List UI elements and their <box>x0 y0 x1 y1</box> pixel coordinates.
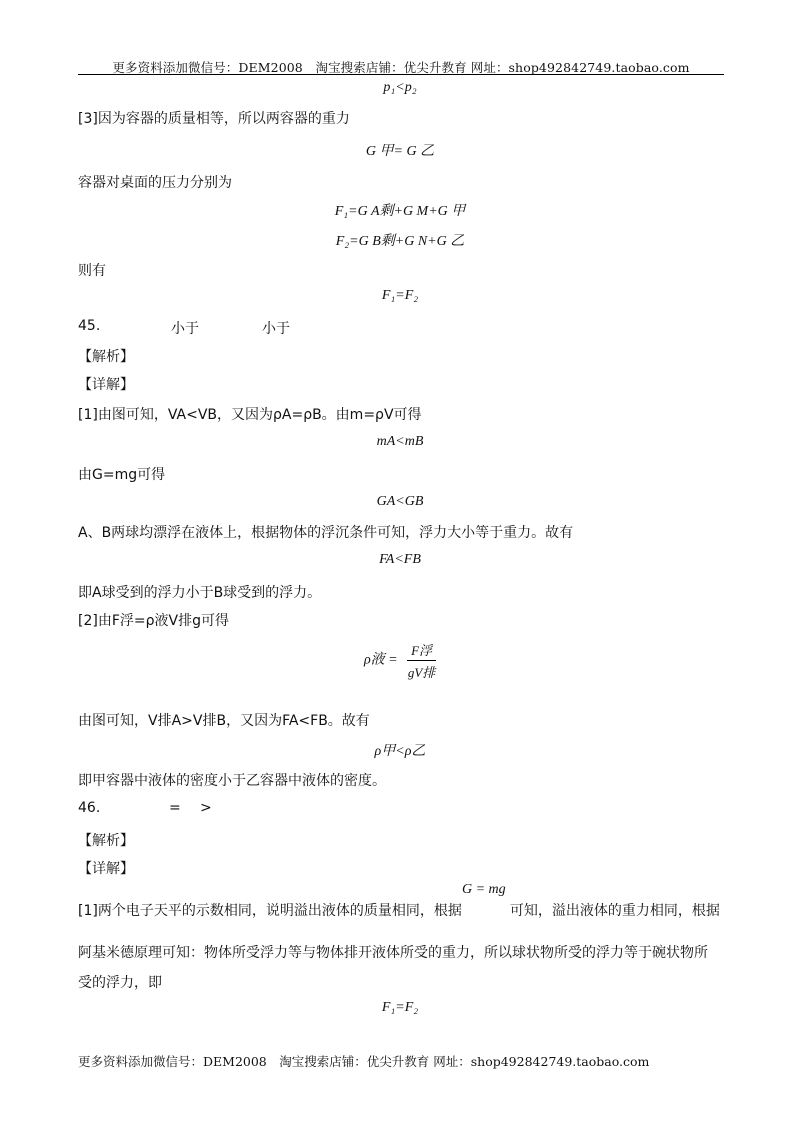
equation-gravity: GA<GB <box>376 494 424 509</box>
text-line: 则有 <box>78 263 106 279</box>
answer-blank-1: = <box>169 800 181 816</box>
text-line <box>78 900 720 920</box>
equation-f-equal: F₁=F₂ <box>381 288 419 303</box>
text-line: 容器对桌面的压力分别为 <box>78 175 232 191</box>
equation-buoyancy: FA<FB <box>379 552 421 567</box>
fraction-numerator: F浮 <box>407 640 436 661</box>
answer-blank-2: > <box>200 800 212 816</box>
question-46-answer <box>78 800 212 816</box>
analysis-heading: 【解析】 <box>78 349 134 365</box>
equation-f2: F₂=G B剩+G N+G 乙 <box>335 234 465 249</box>
equation-density-compare: ρ甲<ρ乙 <box>374 744 426 759</box>
equation-weight: G 甲= G 乙 <box>365 144 435 159</box>
detail-heading: 【详解】 <box>78 377 134 393</box>
text-segment: 可知，溢出液体的重力相同，根据 <box>509 903 720 919</box>
question-number: 46. <box>78 800 101 816</box>
equation-density-fraction <box>0 640 800 681</box>
fraction <box>407 640 436 681</box>
text-line: [1]由图可知，VA<VB，又因为ρA=ρB。由m=ρV可得 <box>78 407 422 423</box>
equation-mass: mA<mB <box>376 434 424 449</box>
answer-blank-1: 小于 <box>171 321 199 337</box>
fraction-lhs: ρ液 = <box>363 652 398 668</box>
text-line: A、B两球均漂浮在液体上，根据物体的浮沉条件可知，浮力大小等于重力。故有 <box>78 525 574 541</box>
question-number: 45. <box>78 318 101 334</box>
text-line: 受的浮力，即 <box>78 975 162 991</box>
equation-pressure: p₁<p₂ <box>383 80 417 95</box>
text-line: 即甲容器中液体的密度小于乙容器中液体的密度。 <box>78 773 386 789</box>
header-divider <box>78 74 724 75</box>
page-header: 更多资料添加微信号：DEM2008 淘宝搜索店铺：优尖升教育 网址：shop492842749.taobao.com <box>112 60 690 75</box>
text-line: [3]因为容器的质量相等，所以两容器的重力 <box>78 111 350 127</box>
page-footer: 更多资料添加微信号：DEM2008 淘宝搜索店铺：优尖升教育 网址：shop492842749.taobao.com <box>78 1054 650 1069</box>
question-45-answer <box>78 318 290 337</box>
text-line: 阿基米德原理可知：物体所受浮力等与物体排开液体所受的重力，所以球状物所受的浮力等于碗状物所 <box>78 945 708 961</box>
text-line: 由图可知，V排A>V排B，又因为FA<FB。故有 <box>78 713 370 729</box>
fraction-denominator: gV排 <box>407 665 436 680</box>
text-line: [2]由F浮=ρ液V排g可得 <box>78 613 229 629</box>
equation-f1: F₁=G A剩+G M+G 甲 <box>334 204 466 219</box>
inline-formula-g-mg: G = mg <box>462 882 506 897</box>
equation-f-equal: F₁=F₂ <box>381 1000 419 1015</box>
detail-heading: 【详解】 <box>78 861 134 877</box>
text-line: 即A球受到的浮力小于B球受到的浮力。 <box>78 585 322 601</box>
text-line: 由G=mg可得 <box>78 467 166 483</box>
analysis-heading: 【解析】 <box>78 833 134 849</box>
answer-blank-2: 小于 <box>262 321 290 337</box>
text-segment: [1]两个电子天平的示数相同，说明溢出液体的质量相同，根据 <box>78 903 462 919</box>
